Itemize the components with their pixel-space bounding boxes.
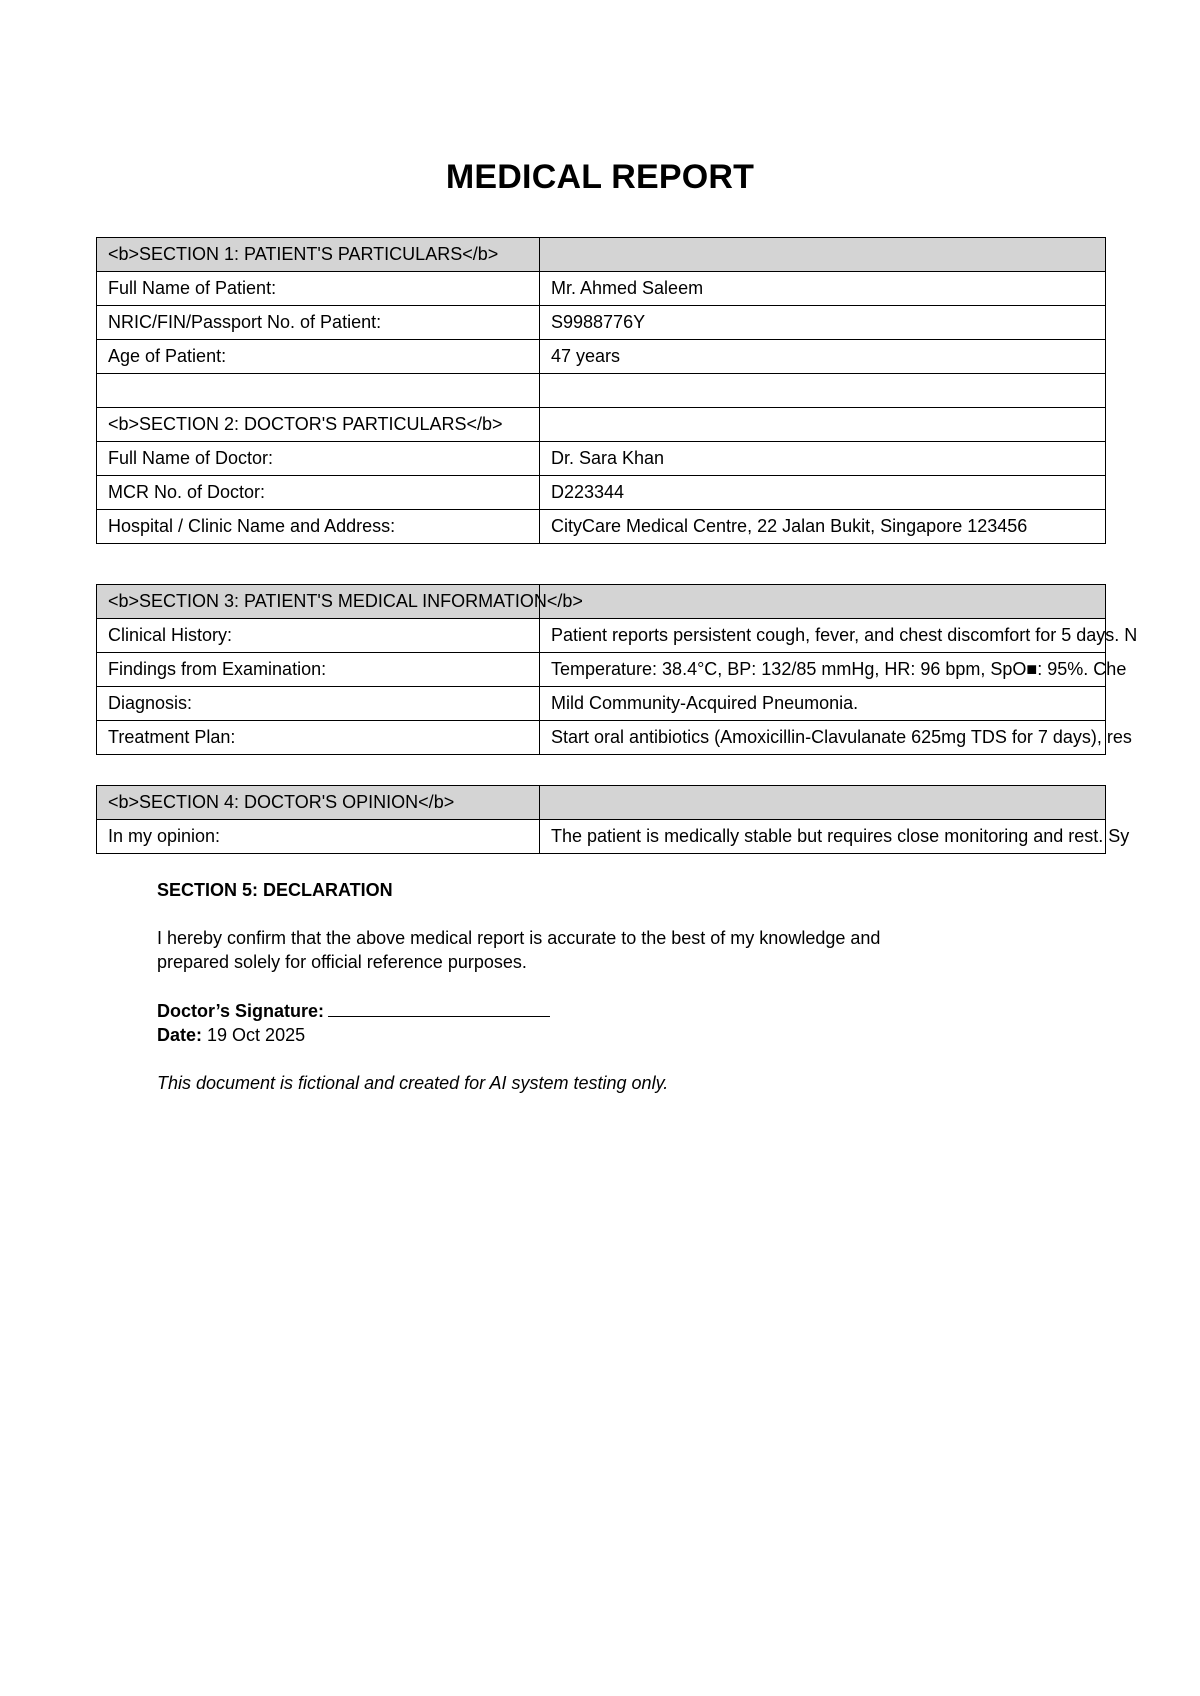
opinion-value: The patient is medically stable but requires close monitoring and rest. Sy: [540, 820, 1106, 854]
date-value: 19 Oct 2025: [207, 1025, 306, 1045]
table-row: [97, 442, 1106, 476]
blank-row: [97, 374, 1106, 408]
mcr-number-value: D223344: [540, 476, 1106, 510]
field-label: Findings from Examination:: [97, 653, 540, 687]
table-row: [97, 340, 1106, 374]
table-row: [97, 653, 1106, 687]
field-label: MCR No. of Doctor:: [97, 476, 540, 510]
table-row: [97, 272, 1106, 306]
field-label: NRIC/FIN/Passport No. of Patient:: [97, 306, 540, 340]
field-label: Treatment Plan:: [97, 721, 540, 755]
declaration-section: [157, 878, 1037, 1095]
clinical-history-value: Patient reports persistent cough, fever, and chest discomfort for 5 days. N: [540, 619, 1106, 653]
diagnosis-value: Mild Community-Acquired Pneumonia.: [540, 687, 1106, 721]
section-4-header: <b>SECTION 4: DOCTOR'S OPINION</b>: [97, 786, 540, 820]
section-1-header-row: [97, 238, 1106, 272]
patient-id-value: S9988776Y: [540, 306, 1106, 340]
treatment-plan-value: Start oral antibiotics (Amoxicillin-Clavulanate 625mg TDS for 7 days), res: [540, 721, 1106, 755]
examination-findings-value: Temperature: 38.4°C, BP: 132/85 mmHg, HR: 96 bpm, SpO■: 95%. Che: [540, 653, 1106, 687]
section-2-header-row: [97, 408, 1106, 442]
section-2-header: <b>SECTION 2: DOCTOR'S PARTICULARS</b>: [97, 408, 540, 442]
section-1-header: <b>SECTION 1: PATIENT'S PARTICULARS</b>: [97, 238, 540, 272]
date-label: Date:: [157, 1025, 203, 1045]
table-row: [97, 306, 1106, 340]
date-row: [157, 1023, 1037, 1047]
medical-information-table: [96, 584, 1138, 755]
declaration-text: [157, 926, 1037, 974]
signature-row: [157, 998, 1037, 1023]
field-label: Full Name of Doctor:: [97, 442, 540, 476]
doctor-opinion-table: [96, 785, 1130, 854]
particulars-table: [96, 237, 1106, 544]
field-label: Hospital / Clinic Name and Address:: [97, 510, 540, 544]
doctor-name-value: Dr. Sara Khan: [540, 442, 1106, 476]
field-label: Full Name of Patient:: [97, 272, 540, 306]
patient-name-value: Mr. Ahmed Saleem: [540, 272, 1106, 306]
section-3-header-row: [97, 585, 1106, 619]
clinic-address-value: CityCare Medical Centre, 22 Jalan Bukit, Singapore 123456: [540, 510, 1106, 544]
declaration-heading: SECTION 5: DECLARATION: [157, 880, 393, 900]
page-title: MEDICAL REPORT: [445, 158, 755, 196]
signature-line: [328, 998, 550, 1017]
field-label: Clinical History:: [97, 619, 540, 653]
disclaimer-note: This document is fictional and created for AI system testing only.: [157, 1073, 669, 1093]
field-label: Diagnosis:: [97, 687, 540, 721]
patient-age-value: 47 years: [540, 340, 1106, 374]
field-label: In my opinion:: [97, 820, 540, 854]
table-row: [97, 510, 1106, 544]
field-label: Age of Patient:: [97, 340, 540, 374]
declaration-line: prepared solely for official reference purposes.: [157, 952, 527, 972]
section-4-header-row: [97, 786, 1106, 820]
table-row: [97, 687, 1106, 721]
signature-label: Doctor’s Signature:: [157, 1001, 325, 1021]
section-3-header: <b>SECTION 3: PATIENT'S MEDICAL INFORMATION</b>: [97, 585, 540, 619]
table-row: [97, 619, 1106, 653]
table-row: [97, 721, 1106, 755]
table-row: [97, 820, 1106, 854]
table-row: [97, 476, 1106, 510]
declaration-line: I hereby confirm that the above medical report is accurate to the best of my knowledge and: [157, 928, 881, 948]
